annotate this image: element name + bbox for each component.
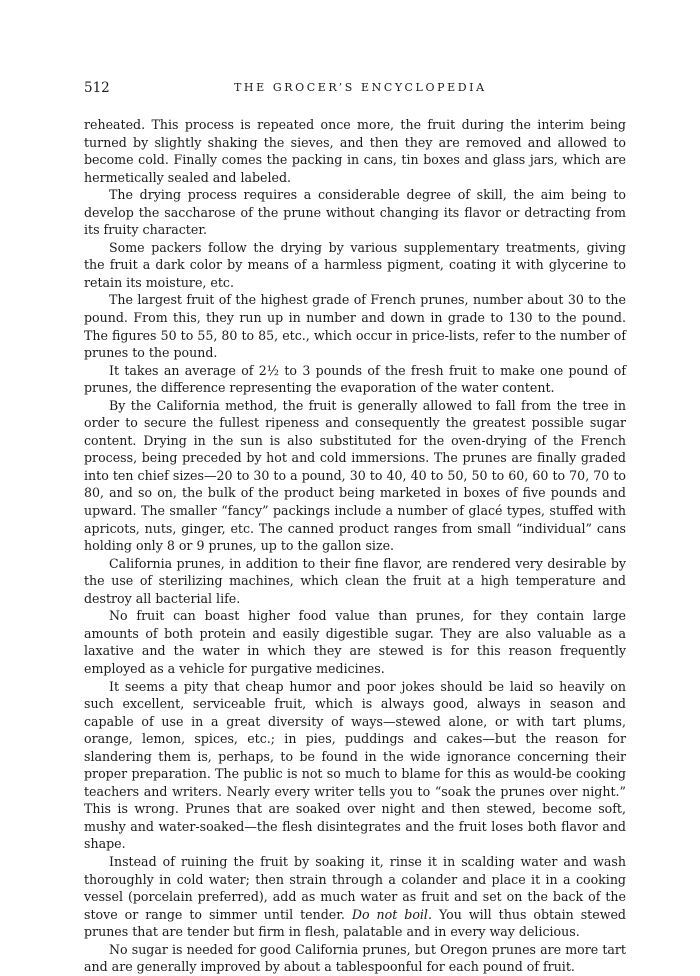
paragraph: The largest fruit of the highest grade of French prunes, number about 30 to the pound. From this, they run up in number and down in grade to 130 to the pound. The figures 50 to 55, 80 to 85, etc., which occur in price-lists, refer to the number of prunes to the pound.	[84, 292, 626, 361]
paragraph: It seems a pity that cheap humor and poor jokes should be laid so heavily on such excellent, serviceable fruit, which is always good, always in season and capable of use in a great diversity of ways—stewed alone, or with tart plums, orange, lemon, spices, etc.; in pies, puddings and cakes—but the reason for slandering them is, perhaps, to be found in the wide ignorance concerning their proper preparation. The public is not so much to blame for this as would-be cooking teachers and writers. Nearly every writer tells you to “soak the prunes over night.” This is wrong. Prunes that are soaked over night and then stewed, become soft, mushy and water-soaked—the flesh disintegrates and the fruit loses both flavor and shape.	[84, 678, 626, 852]
paragraph: By the California method, the fruit is generally allowed to fall from the tree in order to secure the fullest ripeness and consequently the greatest possible sugar content. Drying in the sun is also substituted for the oven-drying of the French process, being preceded by hot and cold immersions. The prunes are finally graded into ten chief sizes—20 to 30 to a pound, 30 to 40, 40 to 50, 50 to 60, 60 to 70, 70 to 80, and so on, the bulk of the product being marketed in boxes of five pounds and upward. The smaller “fancy” packings include a number of glacé types, stuffed with apricots, nuts, ginger, etc. The canned product ranges from small “individual” cans holding only 8 or 9 prunes, up to the gallon size.	[84, 397, 626, 554]
paragraph: No sugar is needed for good California prunes, but Oregon prunes are more tart and are generally improved by about a tablespoonful for each pound of fruit.	[84, 941, 626, 975]
page-header	[84, 80, 630, 100]
paragraph: It takes an average of 2½ to 3 pounds of the fresh fruit to make one pound of prunes, the difference representing the evaporation of the water content.	[84, 362, 626, 396]
page-number: 512	[84, 80, 110, 96]
body-text	[84, 116, 626, 976]
running-title: THE GROCER’S ENCYCLOPEDIA	[234, 81, 487, 94]
paragraph: The drying process requires a considerable degree of skill, the aim being to develop the saccharose of the prune without changing its flavor or detracting from its fruity character.	[84, 187, 626, 238]
paragraph: reheated. This process is repeated once more, the fruit during the interim being turned by slightly shaking the sieves, and then they are removed and allowed to become cold. Finally comes the packing in cans, tin boxes and glass jars, which are hermetically sealed and labeled.	[84, 117, 626, 185]
paragraph	[84, 853, 626, 941]
paragraph-text: You will thus obtain stewed prunes that are tender but firm in flesh, palatable and in every way delicious.	[84, 906, 626, 940]
paragraph-text: Instead of ruining the fruit by soaking it, rinse it in scalding water and wash thoroughly in cold water; then strain through a colander and place it in a cooking vessel (porcelain preferred), add as much water as fruit and set on the back of the stove or range to simmer until tender.	[84, 853, 626, 922]
paragraph: Some packers follow the drying by various supplementary treatments, giving the fruit a dark color by means of a harmless pigment, coating it with glycerine to retain its moisture, etc.	[84, 239, 626, 290]
paragraph: No fruit can boast higher food value than prunes, for they contain large amounts of both protein and easily digestible sugar. They are also valuable as a laxative and the water in which they are stewed is for this reason frequently employed as a vehicle for purgative medicines.	[84, 608, 626, 676]
emphasis-text: Do not boil.	[351, 906, 432, 922]
paragraph: California prunes, in addition to their fine flavor, are rendered very desirable by the use of sterilizing machines, which clean the fruit at a high temperature and destroy all bacterial life.	[84, 555, 626, 606]
